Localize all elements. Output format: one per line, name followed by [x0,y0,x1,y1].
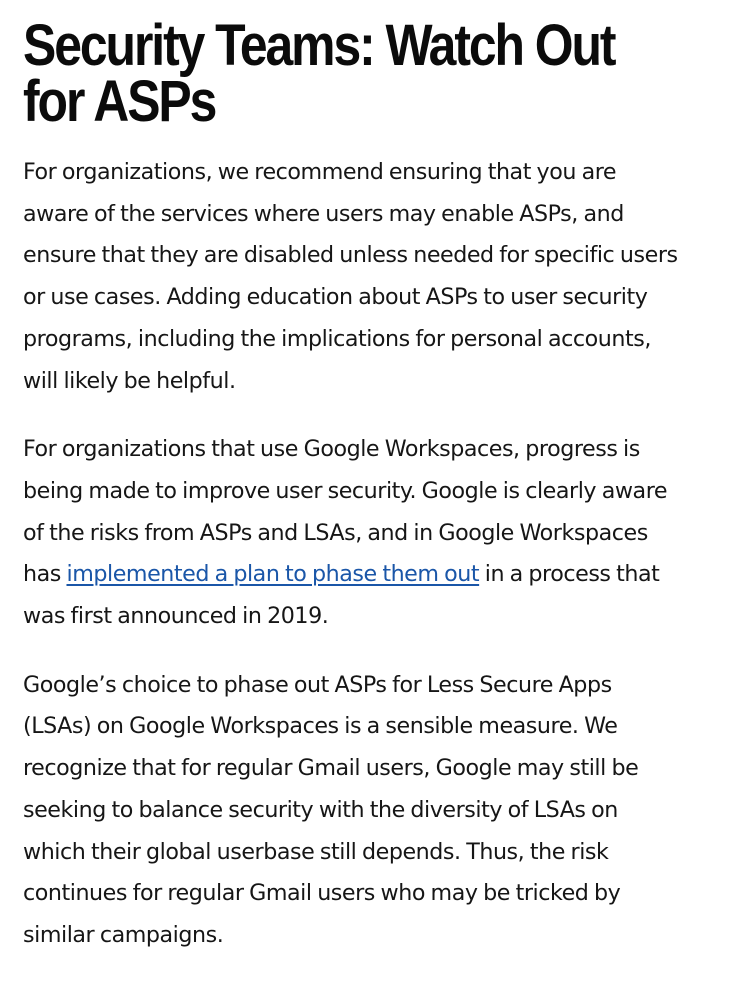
text-line: For organizations, we recommend ensuring that you are [23,159,617,185]
text-line: will likely be helpful. [23,367,236,394]
paragraph-google-choice [23,665,735,957]
text-line: Google’s choice to phase out ASPs for Less Secure Apps [23,671,612,698]
text-line: was first announced in 2019. [23,603,329,630]
headline-line: Security Teams: Watch Out [23,13,615,78]
link-suffix-text: in a process that [479,561,660,588]
paragraph-google-workspaces [23,429,735,638]
text-line: programs, including the implications for personal accounts, [23,325,651,352]
text-line: similar campaigns. [23,921,224,948]
text-line: aware of the services where users may enable ASPs, and [23,200,624,227]
text-line: For organizations that use Google Workspaces, progress is [23,436,640,463]
text-line: (LSAs) on Google Workspaces is a sensible measure. We [23,713,618,740]
text-line: seeking to balance security with the diversity of LSAs on [23,796,618,823]
text-line: of the risks from ASPs and LSAs, and in Google Workspaces [23,519,648,546]
headline-line: for ASPs [23,69,216,134]
text-line: recognize that for regular Gmail users, Google may still be [23,755,639,782]
paragraph-organizations-recommendation [23,152,735,402]
text-line: or use cases. Adding education about ASPs to user security [23,284,648,311]
text-line: being made to improve user security. Google is clearly aware [23,477,668,504]
article [23,13,735,957]
link-prefix-text: has [23,561,67,588]
phase-out-plan-link[interactable]: implemented a plan to phase them out [66,561,480,588]
article-headline [23,13,694,134]
text-line: ensure that they are disabled unless needed for specific users [23,242,678,269]
text-line: continues for regular Gmail users who may be tricked by [23,880,621,907]
text-line: which their global userbase still depends. Thus, the risk [23,838,609,865]
text-line-with-link [23,554,735,596]
